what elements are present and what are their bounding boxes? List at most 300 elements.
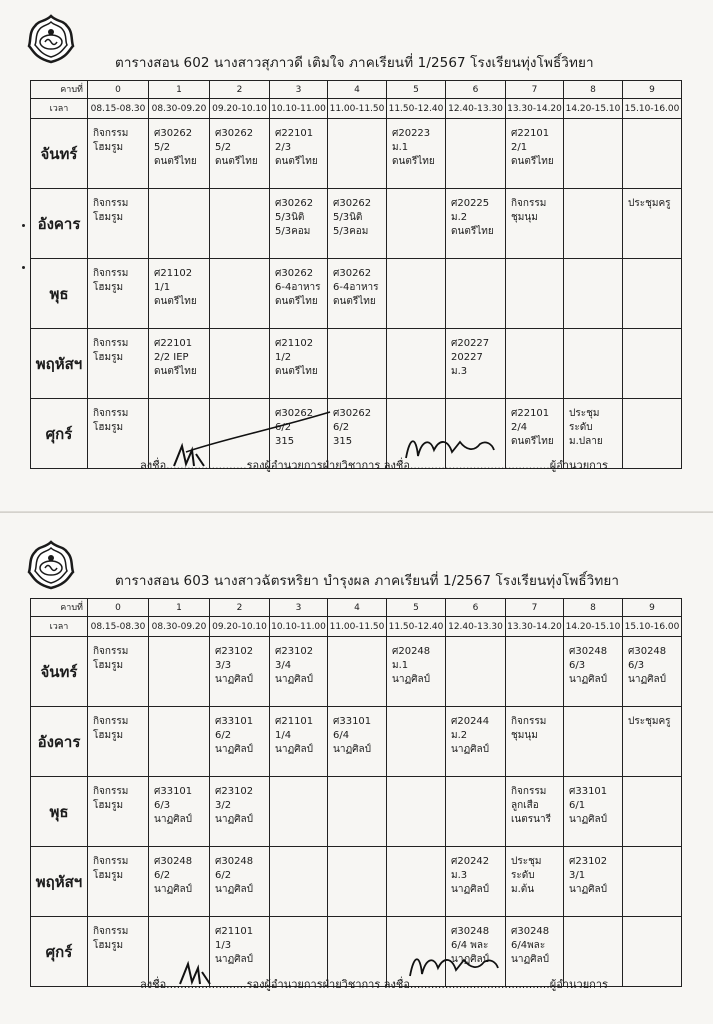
slot-line: 5/2 [154,142,171,153]
timetable-slot [506,189,564,259]
timetable-slot [149,189,210,259]
slot-line: โฮมรูม [93,870,124,881]
time-range: 09.20-10.10 [210,617,270,637]
slot-line: กิจกรรม [93,408,129,419]
period-number: 2 [210,81,270,99]
timetable-slot [328,189,387,259]
slot-line: 6/4 [333,730,350,741]
period-number: 2 [210,599,270,617]
slot-line: นาฏศิลป์ [275,744,313,755]
timetable-slot [387,707,446,777]
slot-line: ม.1 [392,142,409,153]
timetable [30,598,682,987]
slot-line: ศ30262 [215,128,254,139]
slot-line: ศ23102 [569,856,608,867]
time-range: 12.40-13.30 [446,617,506,637]
day-row [31,189,682,259]
slot-line: กิจกรรม [93,646,129,657]
timetable-slot [623,259,682,329]
time-range: 14.20-15.10 [564,99,623,119]
slot-line: โฮมรูม [93,142,124,153]
timetable-slot [564,119,623,189]
slot-line: ศ21101 [215,926,254,937]
timetable-slot [328,637,387,707]
time-range: 11.50-12.40 [387,617,446,637]
slot-line: นาฏศิลป์ [215,884,253,895]
punch-dot [22,224,25,227]
time-header-label: เวลา [31,617,88,637]
slot-line: ศ33101 [333,716,372,727]
period-header-label: คาบที่ [31,599,88,617]
slot-line: 6/2 [215,870,232,881]
time-range: 15.10-16.00 [623,99,682,119]
slot-line: ศ22101 [154,338,193,349]
slot-line: 3/2 [215,800,232,811]
period-header-label: คาบที่ [31,81,88,99]
day-name: พฤหัสฯ [31,329,88,399]
sheet-title: ตารางสอน 603 นางสาวฉัตรหริยา บำรุงผล ภาคเรียนที่ 1/2567 โรงเรียนทุ่งโพธิ์วิทยา [115,573,620,589]
timetable-slot [623,329,682,399]
period-number: 4 [328,81,387,99]
slot-line: ศ23102 [215,646,254,657]
time-range: 08.30-09.20 [149,617,210,637]
timetable-slot [88,637,149,707]
timetable-slot [506,329,564,399]
slot-line: 6/2 [215,730,232,741]
timetable-slot [210,847,270,917]
timetable-slot [328,777,387,847]
day-name: ศุกร์ [31,399,88,469]
slot-line: 6/4 พละ [451,940,489,951]
slot-line: นาฏศิลป์ [154,814,192,825]
timetable-slot [149,329,210,399]
slot-line: ชุมนุม [511,212,538,223]
slot-line: นาฏศิลป์ [569,884,607,895]
slot-line: ม.3 [451,366,468,377]
signature-scribble-right [404,948,504,984]
slot-line: ศ33101 [215,716,254,727]
period-number: 0 [88,599,149,617]
slot-line: กิจกรรม [93,128,129,139]
timetable-slot [88,777,149,847]
slot-line: 6-4อาหาร [275,282,321,293]
slot-line: ม.ปลาย [569,436,603,447]
timetable-slot [270,259,328,329]
slot-line: ม.ต้น [511,884,535,895]
slot-line: นาฏศิลป์ [333,744,371,755]
slot-line: ประชุมครู [628,716,671,727]
slot-line: 6/3 [154,800,171,811]
timetable-slot [88,119,149,189]
slot-line: ดนตรีไทย [275,156,318,167]
timetable-slot [623,637,682,707]
time-range: 15.10-16.00 [623,617,682,637]
time-range: 12.40-13.30 [446,99,506,119]
slot-line: ศ30262 [154,128,193,139]
period-number: 8 [564,599,623,617]
timetable-slot [623,189,682,259]
slot-line: กิจกรรม [93,786,129,797]
slot-line: นาฏศิลป์ [451,744,489,755]
timetable-slot [210,329,270,399]
day-row [31,637,682,707]
slot-line: 2/4 [511,422,528,433]
timetable-slot [623,707,682,777]
slot-line: ม.2 [451,212,468,223]
slot-line: ศ20227 [451,338,490,349]
timetable-slot [564,637,623,707]
slot-line: 5/3นิติ [275,212,305,223]
slot-line: ศ30262 [333,268,372,279]
slot-line: ดนตรีไทย [275,366,318,377]
slot-line: นาฏศิลป์ [215,954,253,965]
slot-line: ประชุมครู [628,198,671,209]
timetable-slot [506,119,564,189]
timetable-slot [149,637,210,707]
slot-line: ศ30248 [451,926,490,937]
timetable-slot [328,259,387,329]
day-row [31,847,682,917]
slot-line: 2/3 [275,142,292,153]
slot-line: นาฏศิลป์ [275,674,313,685]
slot-line: 315 [275,436,295,447]
timetable-slot [564,329,623,399]
slot-line: กิจกรรม [93,926,129,937]
slot-line: ศ30262 [333,198,372,209]
slot-line: โฮมรูม [93,800,124,811]
slot-line: โฮมรูม [93,660,124,671]
time-range: 09.20-10.10 [210,99,270,119]
slot-line: นาฏศิลป์ [628,674,666,685]
slot-line: กิจกรรม [511,786,547,797]
slot-line: กิจกรรม [93,856,129,867]
slot-line: กิจกรรม [93,716,129,727]
school-emblem-icon [27,540,75,590]
timetable-slot [387,847,446,917]
timetable-slot [270,329,328,399]
timetable-slot [446,119,506,189]
slot-line: โฮมรูม [93,282,124,293]
slot-line: 1/4 [275,730,292,741]
punch-dot [22,266,25,269]
timetable-slot [88,329,149,399]
time-range: 13.30-14.20 [506,99,564,119]
time-range: 13.30-14.20 [506,617,564,637]
day-name: อังคาร [31,189,88,259]
timetable-slot [564,847,623,917]
slot-line: ศ30248 [569,646,608,657]
period-number: 7 [506,599,564,617]
period-number: 1 [149,599,210,617]
slot-line: ม.1 [392,660,409,671]
time-range: 08.15-08.30 [88,617,149,637]
timetable-slot [149,707,210,777]
timetable-slot [88,707,149,777]
period-number: 9 [623,81,682,99]
timetable-slot [210,637,270,707]
timetable-slot [564,707,623,777]
slot-line: นาฏศิลป์ [569,814,607,825]
timetable-slot [387,259,446,329]
slot-line: ดนตรีไทย [154,366,197,377]
period-number: 9 [623,599,682,617]
slot-line: ศ20225 [451,198,490,209]
period-number: 0 [88,81,149,99]
slot-line: กิจกรรม [511,716,547,727]
period-number: 1 [149,81,210,99]
timetable-slot [387,329,446,399]
timetable-slot [210,707,270,777]
timetable-slot [623,917,682,987]
day-name: พุธ [31,259,88,329]
slot-line: ประชุม [569,408,600,419]
slot-line: ศ22101 [511,128,550,139]
slot-line: 6/2 [275,422,292,433]
day-name: ศุกร์ [31,917,88,987]
timetable-slot [387,189,446,259]
timetable-slot [210,259,270,329]
slot-line: ศ33101 [569,786,608,797]
slot-line: ศ22101 [275,128,314,139]
time-range: 10.10-11.00 [270,617,328,637]
slot-line: ศ30262 [275,268,314,279]
slot-line: 6/3 [569,660,586,671]
slot-line: นาฏศิลป์ [215,744,253,755]
slot-line: ศ23102 [275,646,314,657]
timetable-slot [387,119,446,189]
slot-line: 1/1 [154,282,171,293]
timetable-slot [446,707,506,777]
slot-line: 3/4 [275,660,292,671]
timetable-slot [328,119,387,189]
slot-line: ศ30248 [154,856,193,867]
timetable-slot [88,189,149,259]
slot-line: นาฏศิลป์ [392,674,430,685]
slot-line: 6/2 [154,870,171,881]
slot-line: ระดับ [511,870,535,881]
day-row [31,329,682,399]
timetable-slot [506,777,564,847]
slot-line: ศ21101 [275,716,314,727]
time-range: 08.15-08.30 [88,99,149,119]
timetable-slot [210,189,270,259]
slot-line: นาฏศิลป์ [154,884,192,895]
slot-line: 5/2 [215,142,232,153]
slot-line: 6-4อาหาร [333,282,379,293]
day-name: จันทร์ [31,119,88,189]
signature-line: ลงชื่อ.......................รองผู้อำนวยการฝ่ายวิชาการ ลงชื่อ........................................ผู้อำนวยการ [140,978,608,991]
time-range: 11.00-11.50 [328,617,387,637]
period-number: 3 [270,81,328,99]
slot-line: นาฏศิลป์ [511,954,549,965]
slot-line: ดนตรีไทย [275,296,318,307]
time-range: 08.30-09.20 [149,99,210,119]
slot-line: 6/3 [628,660,645,671]
slot-line: ศ30248 [511,926,550,937]
timetable-slot [446,847,506,917]
slot-line: เนตรนารี [511,814,551,825]
slot-line: ดนตรีไทย [392,156,435,167]
slot-line: 6/4พละ [511,940,546,951]
slot-line: ศ30248 [628,646,667,657]
timetable-slot [270,637,328,707]
slot-line: 3/1 [569,870,586,881]
slot-line: ศ30262 [275,198,314,209]
period-number: 7 [506,81,564,99]
period-number: 6 [446,599,506,617]
timetable-slot [210,119,270,189]
timetable-slot [270,189,328,259]
timetable-slot [387,637,446,707]
timetable-slot [564,259,623,329]
slot-line: นาฏศิลป์ [451,884,489,895]
slot-line: 1/3 [215,940,232,951]
slot-line: 3/3 [215,660,232,671]
time-range: 11.00-11.50 [328,99,387,119]
timetable-slot [210,777,270,847]
timetable-slot [446,637,506,707]
slot-line: ศ23102 [215,786,254,797]
slot-line: ศ33101 [154,786,193,797]
timetable-slot [506,847,564,917]
slot-line: ศ20223 [392,128,431,139]
slot-line: ประชุม [511,856,542,867]
period-number: 3 [270,599,328,617]
slot-line: ศ30248 [215,856,254,867]
slot-line: โฮมรูม [93,212,124,223]
day-row [31,119,682,189]
slot-line: โฮมรูม [93,730,124,741]
slot-line: ดนตรีไทย [154,156,197,167]
slot-line: กิจกรรม [93,268,129,279]
timetable-slot [564,189,623,259]
day-row [31,259,682,329]
slot-line: ดนตรีไทย [154,296,197,307]
timetable-slot [270,119,328,189]
slot-line: ศ22101 [511,408,550,419]
slot-line: 5/3คอม [333,226,369,237]
slot-line: ม.3 [451,870,468,881]
timetable-slot [270,847,328,917]
sheet-title: ตารางสอน 602 นางสาวสุภาวดี เติมใจ ภาคเรียนที่ 1/2567 โรงเรียนทุ่งโพธิ์วิทยา [115,55,594,71]
slot-line: ศ21102 [154,268,193,279]
signature-stroke [180,400,380,460]
timetable-slot [149,847,210,917]
timetable-slot [270,707,328,777]
timetable-slot [88,259,149,329]
timetable-slot [446,259,506,329]
signature-scribble-right [400,430,500,466]
timetable-slot [446,189,506,259]
slot-line: นาฏศิลป์ [569,674,607,685]
slot-line: ดนตรีไทย [215,156,258,167]
timetable-slot [270,777,328,847]
day-name: พฤหัสฯ [31,847,88,917]
slot-line: 315 [333,436,353,447]
period-number: 5 [387,81,446,99]
slot-line: ชุมนุม [511,730,538,741]
slot-line: ศ20242 [451,856,490,867]
slot-line: 20227 [451,352,483,363]
slot-line: 6/2 [333,422,350,433]
timetable-slot [328,329,387,399]
school-emblem-icon [27,14,75,64]
timetable-slot [506,259,564,329]
slot-line: 5/3นิติ [333,212,363,223]
slot-line: กิจกรรม [511,198,547,209]
timetable-slot [623,119,682,189]
slot-line: 5/3คอม [275,226,311,237]
slot-line: ดนตรีไทย [511,436,554,447]
timetable-slot [564,777,623,847]
day-row [31,707,682,777]
period-number: 4 [328,599,387,617]
slot-line: ลูกเสือ [511,800,539,811]
day-name: พุธ [31,777,88,847]
timetable-slot [506,707,564,777]
slot-line: ดนตรีไทย [333,296,376,307]
timetable-slot [328,847,387,917]
timetable-slot [446,329,506,399]
slot-line: 6/1 [569,800,586,811]
day-row [31,777,682,847]
slot-line: ศ30262 [333,408,372,419]
slot-line: ดนตรีไทย [451,226,494,237]
period-number: 5 [387,599,446,617]
day-name: จันทร์ [31,637,88,707]
slot-line: นาฏศิลป์ [215,674,253,685]
signature-scribble-left [176,958,216,990]
timetable-slot [88,847,149,917]
slot-line: โฮมรูม [93,352,124,363]
time-range: 14.20-15.10 [564,617,623,637]
slot-line: ระดับ [569,422,593,433]
slot-line: 2/1 [511,142,528,153]
day-name: อังคาร [31,707,88,777]
timetable-slot [623,777,682,847]
slot-line: นาฏศิลป์ [451,954,489,965]
slot-line: ศ21102 [275,338,314,349]
slot-line: 2/2 IEP [154,352,189,363]
time-range: 10.10-11.00 [270,99,328,119]
timetable-slot [623,399,682,469]
timetable-slot [328,707,387,777]
slot-line: นาฏศิลป์ [215,814,253,825]
timetable-slot [506,637,564,707]
timetable-slot [149,259,210,329]
slot-line: ศ20244 [451,716,490,727]
slot-line: ดนตรีไทย [511,156,554,167]
timetable-slot [623,847,682,917]
slot-line: กิจกรรม [93,198,129,209]
timetable-slot [149,777,210,847]
slot-line: โฮมรูม [93,940,124,951]
period-number: 6 [446,81,506,99]
timetable-slot [387,777,446,847]
period-number: 8 [564,81,623,99]
signature-line: ลงชื่อ.......................รองผู้อำนวยการฝ่ายวิชาการ ลงชื่อ........................................ผู้อำนวยการ [140,459,608,472]
timetable-slot [149,119,210,189]
slot-line: ศ20248 [392,646,431,657]
slot-line: กิจกรรม [93,338,129,349]
slot-line: ศ30262 [275,408,314,419]
slot-line: 1/2 [275,352,292,363]
time-range: 11.50-12.40 [387,99,446,119]
slot-line: โฮมรูม [93,422,124,433]
timetable-sheet-603 [0,512,713,1024]
slot-line: ม.2 [451,730,468,741]
time-header-label: เวลา [31,99,88,119]
